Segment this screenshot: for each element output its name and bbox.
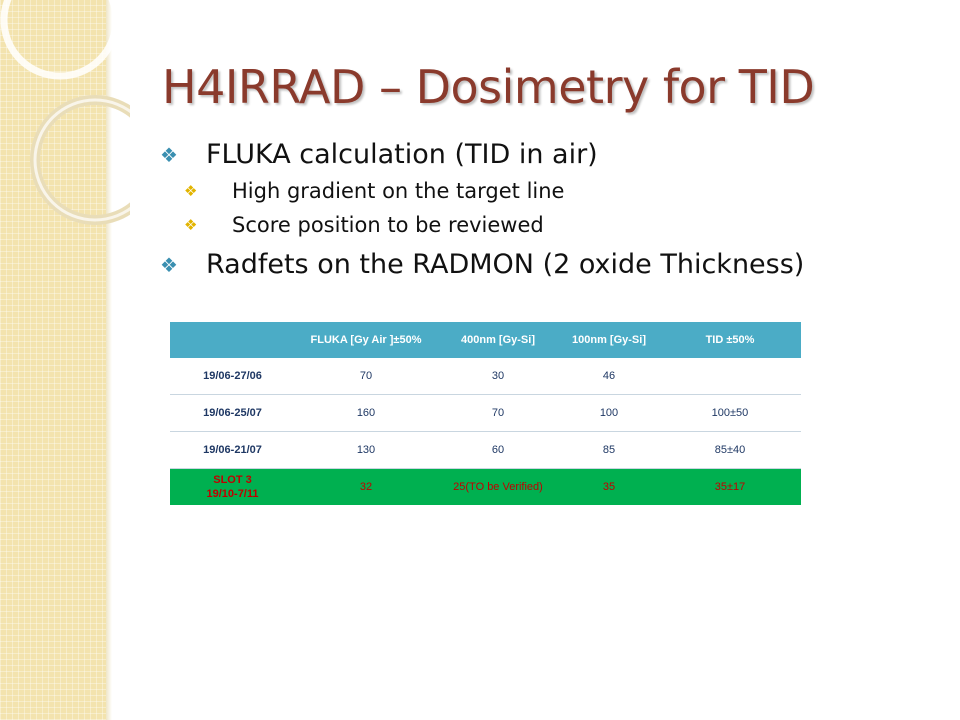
bullet-text: Score position to be reviewed xyxy=(232,213,544,237)
table-cell: 160 xyxy=(295,395,437,432)
bullet-diamond-icon: ❖ xyxy=(160,143,178,167)
bullet-diamond-icon: ❖ xyxy=(184,216,198,234)
row-label-line: 19/10-7/11 xyxy=(206,488,259,500)
table-cell: 70 xyxy=(437,395,559,432)
table-row xyxy=(170,395,801,432)
table-cell: 70 xyxy=(295,358,437,395)
table-cell: 85±40 xyxy=(659,432,801,469)
row-label: 19/06-27/06 xyxy=(170,358,295,395)
table-row xyxy=(170,358,801,395)
table-cell: 85 xyxy=(559,432,659,469)
table-header-cell: FLUKA [Gy Air ]±50% xyxy=(295,322,437,358)
table-cell: 100 xyxy=(559,395,659,432)
table-cell: 30 xyxy=(437,358,559,395)
decorative-circles xyxy=(0,0,130,260)
table-header-cell: 100nm [Gy-Si] xyxy=(559,322,659,358)
bullet-diamond-icon: ❖ xyxy=(184,182,198,200)
table-cell: 46 xyxy=(559,358,659,395)
bullet-diamond-icon: ❖ xyxy=(160,253,178,277)
table-row xyxy=(170,432,801,469)
table-cell: 60 xyxy=(437,432,559,469)
table-cell: 35 xyxy=(559,469,659,506)
table-cell: 32 xyxy=(295,469,437,506)
table-cell: 130 xyxy=(295,432,437,469)
row-label xyxy=(170,469,295,506)
bullet-text: FLUKA calculation (TID in air) xyxy=(206,139,598,170)
table-header-cell: 400nm [Gy-Si] xyxy=(437,322,559,358)
bullet-text: Radfets on the RADMON (2 oxide Thickness) xyxy=(206,249,805,280)
table-cell: 100±50 xyxy=(659,395,801,432)
table-header-row xyxy=(170,322,801,358)
table-cell: 35±17 xyxy=(659,469,801,506)
row-label: 19/06-21/07 xyxy=(170,432,295,469)
dosimetry-table xyxy=(170,322,801,505)
table-cell: 25(TO be Verified) xyxy=(437,469,559,506)
row-label-line: SLOT 3 xyxy=(213,474,252,486)
row-label: 19/06-25/07 xyxy=(170,395,295,432)
table-cell xyxy=(659,358,801,395)
table-row-highlight xyxy=(170,469,801,506)
bullet-text: High gradient on the target line xyxy=(232,179,565,203)
table-header-cell: TID ±50% xyxy=(659,322,801,358)
table-header-cell xyxy=(170,322,295,358)
slide-title: H4IRRAD – Dosimetry for TID xyxy=(162,60,815,114)
